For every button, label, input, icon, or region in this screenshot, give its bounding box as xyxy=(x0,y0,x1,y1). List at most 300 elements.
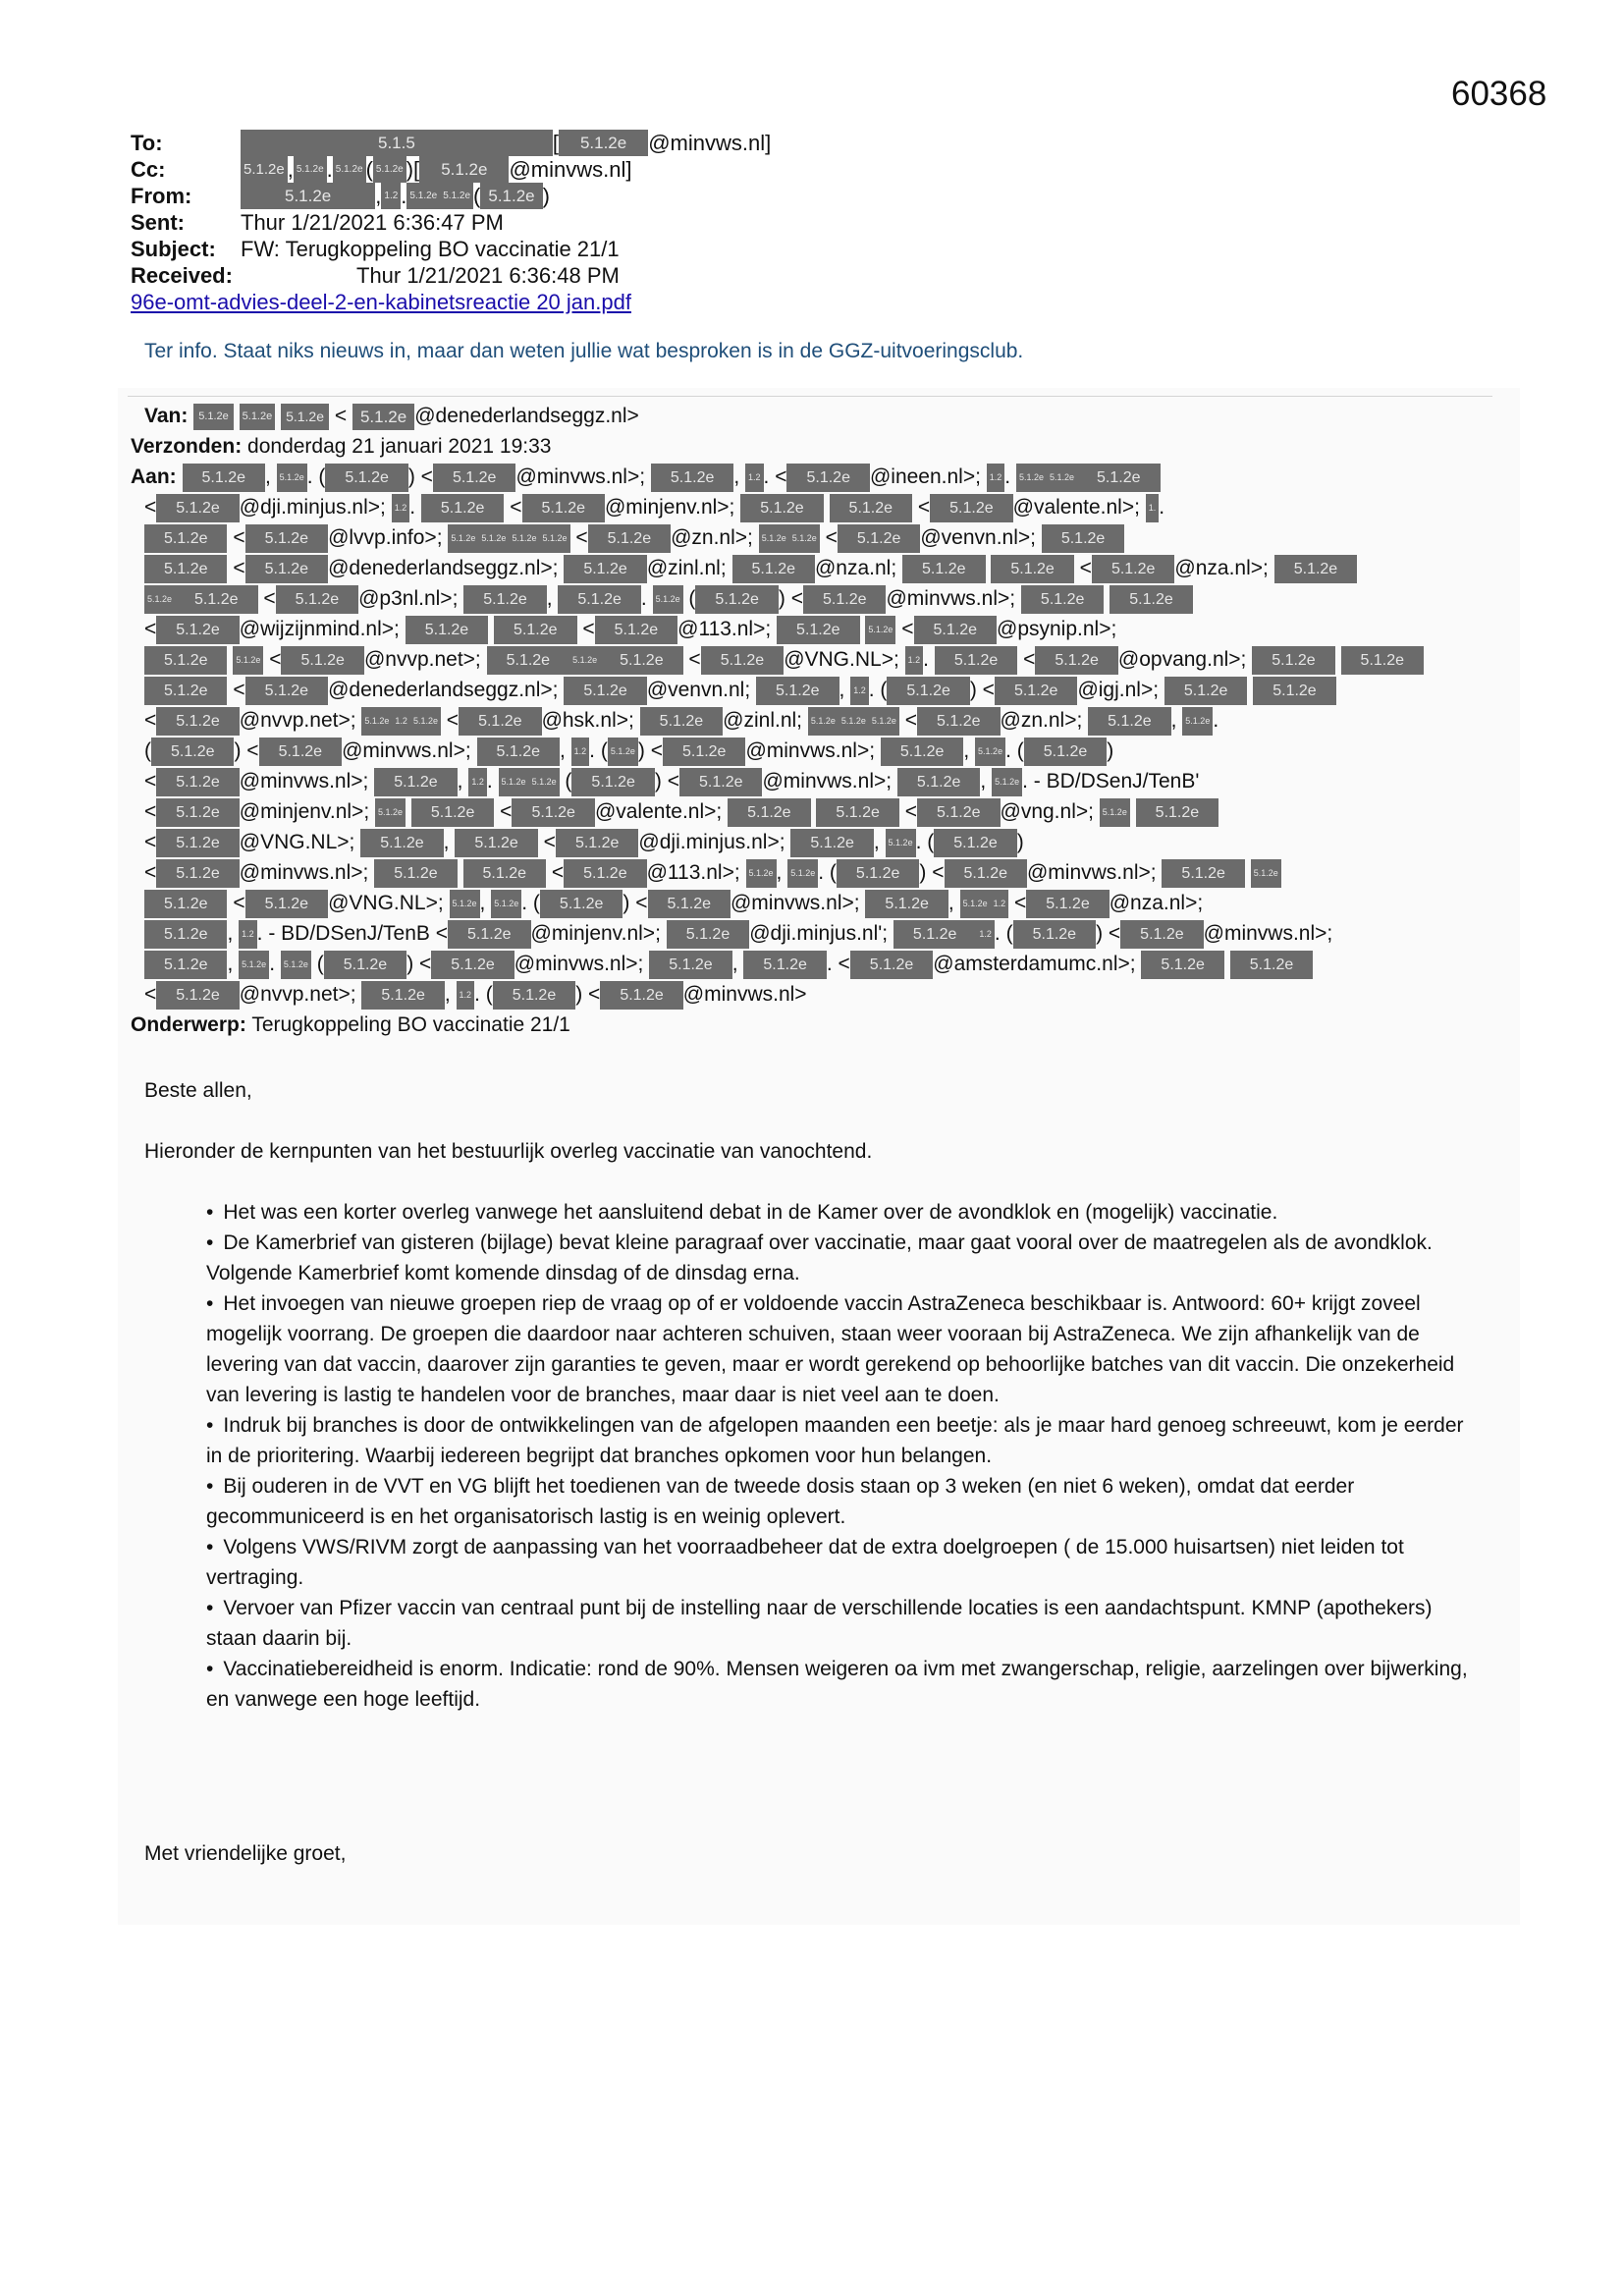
redaction-small: 5.1.2e xyxy=(448,524,478,553)
redaction-small: 5.1.2e xyxy=(1251,859,1281,888)
recipient-text: @p3nl.nl>; xyxy=(358,587,464,610)
recipient-text: @zinl.nl; xyxy=(646,557,732,579)
redaction: 5.1.2e xyxy=(193,404,234,430)
recipient-text: @igj.nl>; xyxy=(1077,679,1164,701)
received-label: Received: xyxy=(131,263,233,288)
redaction: 5.1.2e xyxy=(1013,920,1096,949)
greeting: Beste allen, xyxy=(144,1079,252,1102)
recipient-text: < xyxy=(440,709,460,732)
redaction-small: 1.2 xyxy=(457,981,475,1010)
redaction: 5.1.2e xyxy=(1341,646,1424,675)
redaction: 5.1.2e xyxy=(448,920,530,949)
recipient-text: @minvws.nl> xyxy=(682,983,807,1006)
recipient-text: , xyxy=(873,831,886,853)
redaction: 5.1.2e xyxy=(897,768,980,796)
redaction-small: 5.1.2e xyxy=(569,646,600,675)
recipient-text: . < xyxy=(826,953,850,975)
redaction: 5.1.2e xyxy=(701,646,784,675)
recipient-text: ( xyxy=(682,587,696,610)
recipient-text: @venvn.nl>; xyxy=(920,526,1042,549)
key-point xyxy=(206,1410,1478,1471)
verzonden-label: Verzonden: xyxy=(131,435,243,458)
recipient-text: , xyxy=(546,587,559,610)
redaction: 5.1.2e xyxy=(406,183,440,209)
redaction: 5.1.2e xyxy=(679,768,762,796)
redaction: 5.1.2e xyxy=(558,585,640,614)
subject-row xyxy=(131,236,771,262)
recipient-text: . xyxy=(1213,709,1219,732)
recipient-text: @opvang.nl>; xyxy=(1117,648,1253,671)
redaction: 5.1.2e xyxy=(1035,646,1117,675)
redaction-small: 5.1.2e xyxy=(808,707,839,736)
recipient-text: < xyxy=(898,709,918,732)
redaction: 5.1.2e xyxy=(571,768,654,796)
recipient-text: < xyxy=(144,770,157,793)
redaction: 5.1.2e xyxy=(816,798,898,827)
key-point xyxy=(206,1288,1478,1410)
redaction: 5.1.2e xyxy=(1042,524,1124,553)
redaction-small: 5.1.2e xyxy=(450,890,480,918)
recipient-text: @valente.nl>; xyxy=(1012,496,1146,519)
redaction: 5.1.2e xyxy=(374,859,457,888)
redaction: 5.1.5 xyxy=(241,130,553,156)
redaction: 5.1.2e xyxy=(151,738,234,766)
redaction-small: 1.2 xyxy=(468,768,487,796)
redaction: 5.1.2e xyxy=(361,981,444,1010)
recipient-text: @venvn.nl; xyxy=(646,679,757,701)
recipient-text: @VNG.NL>; xyxy=(328,892,450,914)
recipient-line xyxy=(131,705,1505,736)
recipient-text: < xyxy=(257,587,276,610)
redaction: 5.1.2e xyxy=(411,798,494,827)
redaction: 5.1.2e xyxy=(281,646,363,675)
redaction: 5.1.2e xyxy=(1026,890,1109,918)
redaction-small: 1.2 xyxy=(850,677,869,705)
redaction: 5.1.2e xyxy=(156,859,239,888)
redaction: 5.1.2e xyxy=(1088,707,1170,736)
redaction: 5.1.2e xyxy=(934,829,1016,857)
redaction: 5.1.2e xyxy=(786,464,869,492)
recipient-line xyxy=(131,857,1505,888)
redaction-small: 5.1.2e xyxy=(499,768,529,796)
recipient-text: @amsterdamumc.nl>; xyxy=(933,953,1142,975)
recipient-text: ) < xyxy=(575,983,601,1006)
recipient-text: . ( xyxy=(521,892,540,914)
recipient-text: < xyxy=(227,892,245,914)
redaction-small: 5.1.2e xyxy=(839,707,869,736)
redaction: 5.1.2e xyxy=(281,404,329,430)
van-row: Van: 5.1.2e 5.1.2e 5.1.2e < 5.1.2e @denederlandseggz.nl> xyxy=(131,401,1505,431)
recipient-text: < xyxy=(494,800,513,823)
to-domain: @minvws.nl] xyxy=(648,131,772,155)
email-header xyxy=(131,130,771,315)
redaction: 5.1.2e xyxy=(640,707,723,736)
recipient-text: , xyxy=(227,922,240,945)
redaction: 5.1.2e xyxy=(902,555,985,583)
redaction-small: 5.1.2e xyxy=(491,890,521,918)
aan-recipients xyxy=(131,462,1505,1010)
key-point-text: Het was een korter overleg vanwege het aansluitend debat in de Kamer over de avondklok en (mogelijk) vaccinatie. xyxy=(223,1201,1278,1224)
redaction: 5.1.2e xyxy=(240,404,276,430)
recipient-text: @zn.nl>; xyxy=(1000,709,1089,732)
redaction-small: 5.1.2e xyxy=(1016,464,1047,492)
recipient-text: . ( xyxy=(818,861,837,884)
recipient-line xyxy=(131,675,1505,705)
recipient-text: < xyxy=(576,618,595,640)
redaction: 5.1.2e xyxy=(477,738,560,766)
redaction: 5.1.2e xyxy=(914,616,997,644)
recipient-text: . - BD/DSenJ/TenB' xyxy=(1022,770,1200,793)
subject-label: Subject: xyxy=(131,237,216,261)
key-point xyxy=(206,1654,1478,1715)
redaction-small: 5.1.2e xyxy=(529,768,560,796)
bullet-icon: • xyxy=(206,1414,214,1437)
cc-domain: @minvws.nl] xyxy=(509,157,632,182)
redaction: 5.1.2e xyxy=(241,183,375,209)
recipient-text: ) xyxy=(1016,831,1024,853)
redaction: 5.1.2e xyxy=(459,707,541,736)
redaction-small: 1. xyxy=(1146,494,1160,522)
bullet-icon: • xyxy=(206,1292,214,1315)
recipient-text: < xyxy=(895,618,914,640)
redaction: 5.1.2e xyxy=(144,646,227,675)
redaction-small: 5.1.2e xyxy=(539,524,569,553)
redaction: 5.1.2e xyxy=(419,156,509,183)
recipient-text: @wijzijnmind.nl>; xyxy=(239,618,406,640)
redaction: 5.1.2e xyxy=(695,585,778,614)
redaction: 5.1.2e xyxy=(156,768,239,796)
redaction: 5.1.2e xyxy=(493,981,575,1010)
redaction: 5.1.2e xyxy=(728,798,810,827)
redaction-small: 5.1.2e xyxy=(1047,464,1077,492)
recipient-text: @denederlandseggz.nl>; xyxy=(328,557,565,579)
redaction: 5.1.2e xyxy=(144,951,227,979)
verzonden-value: donderdag 21 januari 2021 19:33 xyxy=(247,435,552,458)
redaction: 5.1.2e xyxy=(663,738,745,766)
verzonden-row xyxy=(131,431,1505,462)
recipient-text: @dji.minjus.nl>; xyxy=(239,496,392,519)
redaction: 5.1.2e xyxy=(991,555,1073,583)
recipient-text: , xyxy=(980,770,993,793)
recipient-text: @denederlandseggz.nl>; xyxy=(328,679,565,701)
key-point-text: De Kamerbrief van gisteren (bijlage) bevat kleine paragraaf over vaccinatie, maar gaat vooral over de maatregelen als de avondklok. Volgende Kamerbrief komt komende dinsdag of de dinsdag erna. xyxy=(206,1231,1433,1285)
key-point xyxy=(206,1228,1478,1288)
recipient-text: , xyxy=(731,953,744,975)
key-point-text: Indruk bij branches is door de ontwikkelingen van de afgelopen maanden een beetje: als je maar hard genoeg schreeuwt, kom je eerder in de prioritering. Waarbij iedereen begrijpt dat branches opkomen voor hun belangen. xyxy=(206,1414,1464,1467)
recipient-text: @minvws.nl>; xyxy=(239,861,375,884)
redaction: 5.1.2e xyxy=(1120,920,1203,949)
redaction: 5.1.2e xyxy=(259,738,342,766)
recipient-text: . ( xyxy=(474,983,493,1006)
recipient-text: @nvvp.net>; xyxy=(239,709,362,732)
key-point-text: Volgens VWS/RIVM zorgt de aanpassing van het voorraadbeheer dat de extra doelgroepen ( de 15.000 huisartsen) niet leiden tot vertraging. xyxy=(206,1536,1404,1589)
redaction-small: 5.1.2e xyxy=(789,524,820,553)
redaction: 5.1.2e xyxy=(600,646,682,675)
cc-label: Cc: xyxy=(131,157,166,182)
forwarded-message-header xyxy=(131,401,1505,1040)
recipient-text: , xyxy=(1170,709,1183,732)
redaction: 5.1.2e xyxy=(881,738,963,766)
recipient-line xyxy=(131,522,1505,553)
bullet-icon: • xyxy=(206,1475,214,1498)
recipient-text: ) < xyxy=(234,739,259,762)
recipient-text: ) < xyxy=(654,770,679,793)
recipient-text: < xyxy=(227,526,245,549)
recipient-text: @minjenv.nl>; xyxy=(604,496,741,519)
redaction: 5.1.2e xyxy=(241,156,288,183)
recipient-text: < xyxy=(569,526,588,549)
recipient-text: ) < xyxy=(969,679,995,701)
redaction: 5.1.2e xyxy=(480,183,542,209)
recipient-text: < xyxy=(144,861,157,884)
key-point xyxy=(206,1593,1478,1654)
recipient-text: @zn.nl>; xyxy=(671,526,759,549)
redaction: 5.1.2e xyxy=(463,859,546,888)
forward-note: Ter info. Staat niks nieuws in, maar dan weten jullie wat besproken is in de GGZ-uitvoeringsclub. xyxy=(144,340,1024,362)
recipient-text: . ( xyxy=(994,922,1013,945)
redaction: 5.1.2e xyxy=(893,920,976,949)
redaction: 5.1.2e xyxy=(732,555,815,583)
recipient-text: . xyxy=(1159,496,1165,519)
recipient-text: < xyxy=(898,800,918,823)
recipient-text: ( xyxy=(144,739,151,762)
recipient-line xyxy=(131,614,1505,644)
redaction: 5.1.2e xyxy=(156,616,239,644)
redaction: 5.1.2e xyxy=(648,890,731,918)
recipient-text: , xyxy=(733,465,746,488)
recipient-text: . ( xyxy=(1005,739,1024,762)
recipient-text: ) < xyxy=(919,861,945,884)
redaction: 5.1.2e xyxy=(183,464,265,492)
recipient-text: @nvvp.net>; xyxy=(363,648,487,671)
recipient-text: < xyxy=(263,648,282,671)
redaction-small: 5.1.2e xyxy=(787,859,818,888)
redaction: 5.1.2e xyxy=(156,798,239,827)
recipient-text: @hsk.nl>; xyxy=(541,709,640,732)
divider xyxy=(128,396,1492,397)
onderwerp-value: Terugkoppeling BO vaccinatie 21/1 xyxy=(251,1013,570,1036)
from-label: From: xyxy=(131,184,192,208)
recipient-text: < xyxy=(227,679,245,701)
recipient-text: @minvws.nl>; xyxy=(1026,861,1163,884)
redaction: 5.1.2e xyxy=(406,616,488,644)
redaction: 5.1.2e xyxy=(144,920,227,949)
key-point-text: Het invoegen van nieuwe groepen riep de vraag op of er voldoende vaccin AstraZeneca beschikbaar is. Antwoord: 60+ krijgt zoveel mogelijk voorrang. De groepen die daardoor naar achteren schuiven, staan weer vooraan bij AstraZeneca. We zijn afhankelijk van de levering van dat vaccin, daarover zijn garanties te geven, maar er wordt gerekend op behoorlijke batches van dit vaccin. Die onzekerheid van levering is lastig te handelen voor de branches, maar daar is niet veel aan te doen. xyxy=(206,1292,1455,1406)
redaction-small: 5.1.2e xyxy=(759,524,789,553)
redaction: 5.1.2e xyxy=(1077,464,1160,492)
recipient-text: . < xyxy=(763,465,787,488)
redaction-small: 1.2 xyxy=(745,464,764,492)
redaction: 5.1.2e xyxy=(144,677,227,705)
redaction: 5.1.2e xyxy=(360,829,443,857)
recipient-text: @ineen.nl>; xyxy=(869,465,987,488)
key-point xyxy=(206,1532,1478,1593)
recipient-text: < xyxy=(504,496,522,519)
redaction-small: 5.1.2e xyxy=(746,859,777,888)
recipient-text: @minvws.nl>; xyxy=(515,465,651,488)
recipient-text: @dji.minjus.nl'; xyxy=(749,922,893,945)
recipient-text: @nza.nl>; xyxy=(1109,892,1204,914)
redaction-small: 5.1.2e xyxy=(375,798,406,827)
recipient-text: < xyxy=(1008,892,1027,914)
recipient-line xyxy=(131,796,1505,827)
key-point-text: Vervoer van Pfizer vaccin van centraal punt bij de instelling naar de verschillende locaties is een aandachtspunt. KMNP (apothekers) staan daarin bij. xyxy=(206,1597,1433,1650)
redaction-small: 5.1.2e xyxy=(478,524,509,553)
redaction: 5.1.2e xyxy=(588,524,671,553)
redaction: 5.1.2e xyxy=(144,555,227,583)
redaction: 5.1.2e xyxy=(1136,798,1218,827)
redaction: 5.1.2e xyxy=(556,829,638,857)
recipient-line xyxy=(131,736,1505,766)
to-row: To: 5.1.5 [ 5.1.2e @minvws.nl] xyxy=(131,131,772,155)
sent-value: Thur 1/21/2021 6:36:47 PM xyxy=(241,210,504,235)
recipient-text: < xyxy=(1073,557,1092,579)
recipient-line xyxy=(131,949,1505,979)
redaction: 5.1.2e xyxy=(777,616,859,644)
redaction: 5.1.2e xyxy=(245,677,328,705)
redaction: 5.1.2e xyxy=(887,677,969,705)
recipient-text: @VNG.NL>; xyxy=(239,831,361,853)
recipient-line xyxy=(131,462,1505,492)
key-point xyxy=(206,1471,1478,1532)
redaction: 5.1.2e xyxy=(595,616,677,644)
recipient-line xyxy=(131,553,1505,583)
document-number: 60368 xyxy=(1451,75,1547,113)
recipient-text: . xyxy=(923,648,935,671)
redaction: 5.1.2e xyxy=(564,555,646,583)
redaction-small: 5.1.2e xyxy=(886,829,916,857)
recipient-text: < xyxy=(912,496,931,519)
recipient-text: < xyxy=(227,557,245,579)
recipient-text: . xyxy=(1004,465,1016,488)
redaction: 5.1.2e xyxy=(1110,585,1192,614)
from-row: From: 5.1.2e , 1.2 . 5.1.2e 5.1.2e ( 5.1.2e ) xyxy=(131,184,550,208)
redaction-small: 1.2 xyxy=(905,646,924,675)
redaction: 5.1.2e xyxy=(945,859,1027,888)
redaction-small: 1.2 xyxy=(239,920,257,949)
recipient-line xyxy=(131,827,1505,857)
redaction: 5.1.2e xyxy=(564,677,646,705)
redaction: 5.1.2e xyxy=(374,768,457,796)
redaction: 5.1.2e xyxy=(294,156,327,183)
recipient-text: . xyxy=(269,953,281,975)
recipient-text: @minvws.nl>; xyxy=(342,739,477,762)
attachment-link[interactable]: 96e-omt-advies-deel-2-en-kabinetsreactie 20 jan.pdf xyxy=(131,290,631,314)
recipient-text: , xyxy=(559,739,571,762)
redaction-small: 5.1.2e xyxy=(361,707,392,736)
redaction-small: 5.1.2e xyxy=(975,738,1005,766)
recipient-text: @minjenv.nl>; xyxy=(530,922,667,945)
recipient-text: , xyxy=(443,831,456,853)
redaction: 5.1.2e xyxy=(838,524,920,553)
recipient-text: @minvws.nl>; xyxy=(886,587,1021,610)
redaction: 5.1.2e xyxy=(373,156,406,183)
recipient-text: @minvws.nl>; xyxy=(1203,922,1333,945)
recipient-text: , xyxy=(947,892,960,914)
recipient-text: . xyxy=(486,770,499,793)
redaction-small: 1.2 xyxy=(976,920,995,949)
redaction-small: 5.1.2e xyxy=(1100,798,1130,827)
redaction-small: 5.1.2e xyxy=(277,464,307,492)
recipient-text: @dji.minjus.nl>; xyxy=(638,831,791,853)
recipient-line xyxy=(131,492,1505,522)
recipient-line xyxy=(131,583,1505,614)
redaction: 5.1.2e xyxy=(175,585,257,614)
redaction: 5.1.2e xyxy=(1253,677,1335,705)
redaction-small: 5.1.2e xyxy=(960,890,991,918)
redaction-small: 5.1.2e xyxy=(281,951,311,979)
redaction-small: 5.1.2e xyxy=(410,707,441,736)
redaction: 5.1.2e xyxy=(156,829,239,857)
redaction: 5.1.2e xyxy=(743,951,826,979)
recipient-line xyxy=(131,766,1505,796)
redaction: 5.1.2e xyxy=(803,585,886,614)
redaction: 5.1.2e xyxy=(917,707,1000,736)
cc-row: Cc: 5.1.2e , 5.1.2e . 5.1.2e ( 5.1.2e )[ 5.1.2e @minvws.nl] xyxy=(131,157,632,182)
redaction: 5.1.2e xyxy=(850,951,933,979)
redaction: 5.1.2e xyxy=(1092,555,1174,583)
recipient-text: @psynip.nl>; xyxy=(997,618,1117,640)
redaction: 5.1.2e xyxy=(930,494,1012,522)
redaction: 5.1.2e xyxy=(1252,646,1334,675)
redaction: 5.1.2e xyxy=(455,829,537,857)
redaction: 5.1.2e xyxy=(564,859,646,888)
redaction: 5.1.2e xyxy=(756,677,839,705)
redaction: 5.1.2e xyxy=(935,646,1017,675)
redaction: 5.1.2e xyxy=(245,555,328,583)
aan-label: Aan: xyxy=(131,465,177,488)
recipient-text: ) < xyxy=(406,953,432,975)
redaction-small: 5.1.2e xyxy=(144,585,175,614)
redaction: 5.1.2e xyxy=(1141,951,1223,979)
redaction-small: 5.1.2e xyxy=(992,768,1022,796)
redaction: 5.1.2e xyxy=(1164,677,1247,705)
recipient-text: , xyxy=(839,679,851,701)
redaction: 5.1.2e xyxy=(144,890,227,918)
redaction: 5.1.2e xyxy=(245,890,328,918)
redaction-small: 5.1.2e xyxy=(233,646,263,675)
redaction: 5.1.2e xyxy=(325,464,407,492)
recipient-text: < xyxy=(546,861,565,884)
recipient-text: < xyxy=(144,618,157,640)
recipient-text: < xyxy=(144,800,157,823)
redaction: 5.1.2e xyxy=(865,890,947,918)
redaction: 5.1.2e xyxy=(433,464,515,492)
recipient-text: . xyxy=(640,587,653,610)
redaction: 5.1.2e xyxy=(463,585,546,614)
redaction-small: 5.1.2e xyxy=(608,738,638,766)
attachment-row xyxy=(131,289,771,315)
recipient-text: @zinl.nl; xyxy=(723,709,808,732)
subject-value: FW: Terugkoppeling BO vaccinatie 21/1 xyxy=(241,237,620,261)
recipient-text: . xyxy=(409,496,421,519)
recipient-text: ) xyxy=(1107,739,1114,762)
recipient-line xyxy=(131,979,1505,1010)
recipient-text: , xyxy=(457,770,469,793)
recipient-text: . ( xyxy=(306,465,326,488)
recipient-text: @nvvp.net>; xyxy=(239,983,362,1006)
redaction: 5.1.2e xyxy=(440,183,473,209)
recipient-text: ) < xyxy=(778,587,803,610)
redaction: 5.1.2e xyxy=(156,981,239,1010)
redaction: 5.1.2e xyxy=(144,524,227,553)
bullet-icon: • xyxy=(206,1597,214,1619)
redaction: 5.1.2e xyxy=(995,677,1077,705)
bullet-icon: • xyxy=(206,1658,214,1680)
recipient-text: @minjenv.nl>; xyxy=(239,800,375,823)
recipient-text: < xyxy=(1017,648,1036,671)
recipient-line xyxy=(131,918,1505,949)
